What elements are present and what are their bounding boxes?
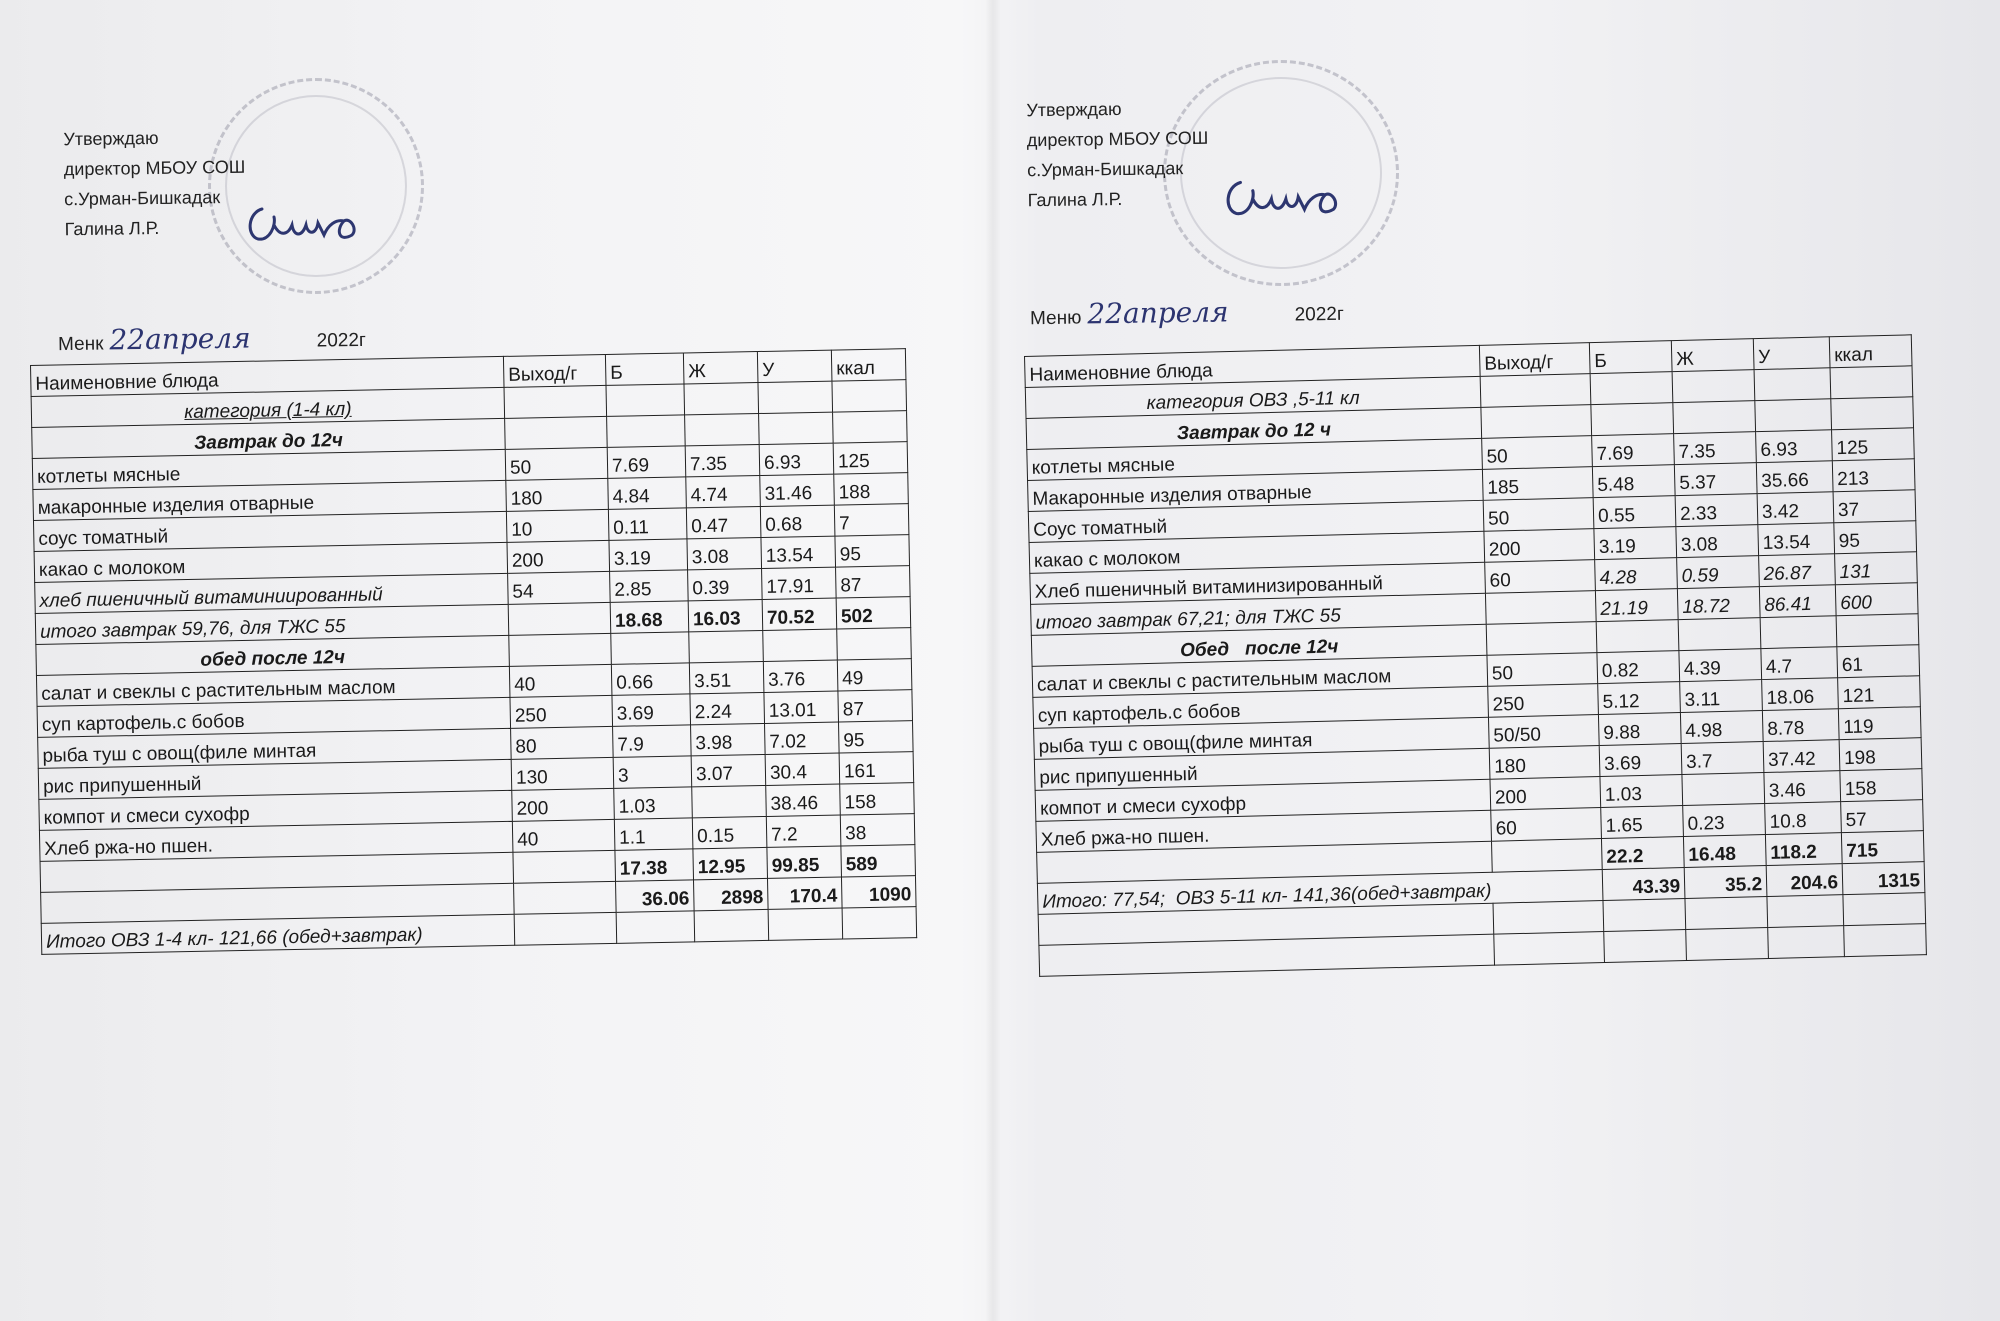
- carbs-cell: 3.76: [763, 660, 838, 692]
- carbs-cell: 3.46: [1764, 771, 1841, 804]
- header-cell: ккал: [831, 349, 906, 381]
- kcal-cell: 119: [1838, 707, 1921, 740]
- kcal-cell: 158: [1840, 769, 1923, 802]
- fat-cell: 4.39: [1679, 649, 1762, 682]
- protein-cell: 1.1: [614, 818, 693, 850]
- dish-name: рыба туш с овощ(филе минтая: [38, 728, 512, 768]
- dish-name: рис припушенный: [1034, 748, 1490, 790]
- weight-cell: 200: [507, 540, 610, 573]
- protein-cell: 0.55: [1593, 496, 1676, 529]
- dish-name: компот и смеси сухофр: [1035, 779, 1491, 821]
- fat-cell: 0.59: [1677, 556, 1760, 589]
- menu-prefix: Менк: [57, 333, 104, 356]
- protein-cell: 5.48: [1592, 465, 1675, 498]
- kcal-cell: 57: [1841, 800, 1924, 833]
- dish-name: какао с молоком: [34, 542, 508, 582]
- approval-line: Утверждаю: [1026, 98, 1122, 121]
- weight-cell: 50/50: [1488, 715, 1599, 749]
- kcal-cell: 87: [836, 566, 911, 598]
- protein-cell: 4.84: [608, 477, 687, 509]
- fat-cell: 0.15: [692, 816, 767, 848]
- carbs-cell: 0.68: [760, 505, 835, 537]
- weight-cell: 200: [512, 788, 615, 821]
- signature: [240, 195, 380, 255]
- carbs-cell: 13.01: [764, 691, 839, 723]
- header-cell: У: [757, 350, 832, 382]
- header-cell: Б: [1589, 341, 1672, 374]
- approval-line: директор МБОУ СОШ: [63, 156, 246, 180]
- weight-cell: 130: [511, 757, 614, 790]
- fat-cell: 3.08: [687, 537, 762, 569]
- protein-cell: 4.28: [1595, 558, 1678, 591]
- carbs-cell: 6.93: [759, 443, 834, 475]
- protein-cell: 0.11: [608, 508, 687, 540]
- kcal-cell: 600: [1835, 583, 1918, 616]
- approval-line: директор МБОУ СОШ: [1026, 127, 1209, 151]
- header-cell: Выход/г: [503, 354, 606, 387]
- header-cell: ккал: [1829, 335, 1912, 368]
- fat-cell: 3.7: [1681, 742, 1764, 775]
- carbs-cell: 8.78: [1762, 709, 1839, 742]
- carbs-cell: 7.2: [766, 815, 841, 847]
- kcal-cell: 49: [837, 659, 912, 691]
- fat-cell: 35.2: [1684, 866, 1767, 899]
- dish-name: суп картофель.с бобов: [37, 697, 511, 737]
- menu-prefix: Меню: [1029, 307, 1082, 330]
- dish-name: макаронные изделия отварные: [33, 480, 507, 520]
- protein-cell: 7.9: [613, 725, 692, 757]
- fat-cell: [692, 785, 767, 817]
- kcal-cell: 95: [835, 535, 910, 567]
- dish-name: салат и свеклы с растительным маслом: [36, 666, 510, 706]
- dish-name: рыба туш с овощ(филе минтая: [1034, 717, 1490, 759]
- fat-cell: [1682, 773, 1765, 806]
- carbs-cell: 37.42: [1763, 740, 1840, 773]
- kcal-cell: 87: [838, 690, 913, 722]
- protein-cell: 5.12: [1598, 682, 1681, 715]
- protein-cell: 3: [613, 756, 692, 788]
- protein-cell: 7.69: [1592, 434, 1675, 467]
- dish-name: Макаронные изделия отварные: [1028, 469, 1484, 511]
- dish-name: суп картофель.с бобов: [1033, 686, 1489, 728]
- carbs-cell: 86.41: [1759, 585, 1836, 618]
- fat-cell: 5.37: [1674, 463, 1757, 496]
- carbs-cell: 204.6: [1766, 864, 1843, 897]
- dish-name: Хлеб ржа-но пшен.: [39, 821, 513, 861]
- menu-date-line: [1030, 294, 1344, 331]
- weight-cell: 200: [1490, 777, 1601, 811]
- header-cell: Ж: [1671, 339, 1754, 372]
- handwritten-date: 22апреля: [1087, 295, 1229, 331]
- kcal-cell: 38: [840, 814, 915, 846]
- fat-cell: 3.98: [691, 723, 766, 755]
- carbs-cell: 10.8: [1765, 802, 1842, 835]
- category-label: категория (1-4 кл): [31, 387, 505, 427]
- kcal-cell: 95: [1834, 521, 1917, 554]
- header-cell: У: [1753, 337, 1830, 370]
- kcal-cell: 1090: [841, 876, 916, 908]
- carbs-cell: 35.66: [1756, 461, 1833, 494]
- protein-cell: 0.66: [611, 663, 690, 695]
- carbs-cell: 13.54: [1758, 523, 1835, 556]
- kcal-cell: 131: [1835, 552, 1918, 585]
- fat-cell: 0.39: [688, 568, 763, 600]
- menu-date-line: [58, 320, 366, 357]
- approval-line: с.Урман-Бишкадак: [64, 187, 221, 210]
- weight-cell: [513, 850, 616, 883]
- protein-cell: 43.39: [1602, 868, 1685, 901]
- weight-cell: 250: [510, 695, 613, 728]
- weight-cell: 180: [506, 478, 609, 511]
- protein-cell: 18.68: [610, 601, 689, 633]
- weight-cell: [1491, 839, 1602, 873]
- carbs-cell: 38.46: [766, 784, 841, 816]
- carbs-cell: 170.4: [767, 877, 842, 909]
- fat-cell: 4.74: [686, 476, 761, 508]
- kcal-cell: 95: [839, 721, 914, 753]
- approval-line: Галина Л.Р.: [1027, 188, 1123, 211]
- menu-table-left: [30, 348, 917, 955]
- category-label: категория ОВЗ ,5-11 кл: [1025, 376, 1481, 418]
- breakfast-heading: Завтрак до 12ч: [32, 418, 506, 458]
- weight-cell: 185: [1482, 467, 1593, 501]
- fat-cell: 0.23: [1683, 804, 1766, 837]
- menu-year: 2022г: [316, 329, 367, 352]
- fat-cell: 7.35: [685, 445, 760, 477]
- footer-total-label: Итого ОВЗ 1-4 кл- 121,66 (обед+завтрак): [41, 914, 515, 954]
- carbs-cell: 26.87: [1759, 554, 1836, 587]
- total-label: Итого: 77,54; ОВЗ 5-11 кл- 141,36(обед+завтрак): [1037, 870, 1603, 915]
- kcal-cell: 198: [1839, 738, 1922, 771]
- kcal-cell: 1315: [1842, 862, 1925, 895]
- fat-cell: 2.24: [690, 692, 765, 724]
- kcal-cell: 188: [834, 473, 909, 505]
- fat-cell: 2.33: [1675, 494, 1758, 527]
- weight-cell: 250: [1488, 684, 1599, 718]
- dish-name: Хлеб пшеничный витаминизированный: [1030, 562, 1486, 604]
- dish-name: Хлеб ржа-но пшен.: [1036, 810, 1492, 852]
- signature: [1215, 168, 1365, 230]
- header-cell: Наименовние блюда: [1025, 345, 1481, 387]
- protein-cell: 3.19: [1594, 527, 1677, 560]
- header-cell: Б: [605, 353, 684, 385]
- dish-name: котлеты мясные: [1027, 438, 1483, 480]
- protein-cell: 36.06: [616, 880, 695, 912]
- kcal-cell: 502: [836, 597, 911, 629]
- protein-cell: 1.03: [1600, 775, 1683, 808]
- protein-cell: 0.82: [1597, 651, 1680, 684]
- fat-cell: 18.72: [1677, 587, 1760, 620]
- weight-cell: 180: [1489, 746, 1600, 780]
- kcal-cell: 589: [841, 845, 916, 877]
- kcal-cell: 213: [1832, 459, 1915, 492]
- fat-cell: 4.98: [1680, 711, 1763, 744]
- fat-cell: 3.51: [689, 661, 764, 693]
- dish-name: соус томатный: [33, 511, 507, 551]
- weight-cell: 40: [512, 819, 615, 852]
- fat-cell: 3.08: [1676, 525, 1759, 558]
- carbs-cell: 17.91: [762, 567, 837, 599]
- weight-cell: 40: [509, 664, 612, 697]
- page-fold: [985, 0, 1001, 1321]
- carbs-cell: 30.4: [765, 753, 840, 785]
- weight-cell: 10: [506, 509, 609, 542]
- kcal-cell: 125: [1832, 428, 1915, 461]
- protein-cell: 9.88: [1598, 713, 1681, 746]
- protein-cell: 1.65: [1601, 806, 1684, 839]
- dish-name: салат и свеклы с растительным маслом: [1032, 655, 1488, 697]
- header-cell: Ж: [683, 352, 758, 384]
- carbs-cell: 13.54: [761, 536, 836, 568]
- handwritten-date: 22апреля: [109, 321, 251, 357]
- approval-block: [1026, 93, 1209, 216]
- dish-name: компот и смеси сухофр: [39, 790, 513, 830]
- protein-cell: 22.2: [1601, 837, 1684, 870]
- carbs-cell: 99.85: [767, 846, 842, 878]
- carbs-cell: 3.42: [1757, 492, 1834, 525]
- weight-cell: 50: [1483, 498, 1594, 532]
- dish-name: хлеб пшеничный витаминиированный: [35, 573, 509, 613]
- weight-cell: 50: [505, 447, 608, 480]
- protein-cell: 17.38: [615, 849, 694, 881]
- kcal-cell: 125: [833, 442, 908, 474]
- carbs-cell: 6.93: [1756, 430, 1833, 463]
- kcal-cell: 715: [1841, 831, 1924, 864]
- protein-cell: 7.69: [607, 446, 686, 478]
- fat-cell: 3.07: [691, 754, 766, 786]
- fat-cell: 2898: [694, 878, 769, 910]
- dish-name: какао с молоком: [1029, 531, 1485, 573]
- kcal-cell: 121: [1838, 676, 1921, 709]
- breakfast-heading: Завтрак до 12 ч: [1026, 407, 1482, 449]
- fat-cell: 16.03: [688, 599, 763, 631]
- fat-cell: 12.95: [693, 847, 768, 879]
- dish-name: рис припушенный: [38, 759, 512, 799]
- protein-cell: 3.19: [609, 539, 688, 571]
- lunch-heading: Обед после 12ч: [1031, 624, 1487, 666]
- carbs-cell: 118.2: [1765, 833, 1842, 866]
- menu-table-right: [1024, 334, 1927, 977]
- weight-cell: [1485, 591, 1596, 625]
- carbs-cell: 7.02: [765, 722, 840, 754]
- weight-cell: 50: [1482, 436, 1593, 470]
- fat-cell: 7.35: [1674, 432, 1757, 465]
- approval-line: с.Урман-Бишкадак: [1027, 158, 1184, 181]
- protein-cell: 1.03: [614, 787, 693, 819]
- kcal-cell: 7: [834, 504, 909, 536]
- dish-name: Соус томатный: [1028, 500, 1484, 542]
- carbs-cell: 31.46: [760, 474, 835, 506]
- weight-cell: [514, 881, 617, 914]
- header-cell: Наименовние блюда: [31, 356, 505, 396]
- header-cell: Выход/г: [1479, 343, 1590, 377]
- kcal-cell: 61: [1837, 645, 1920, 678]
- fat-cell: 3.11: [1680, 680, 1763, 713]
- total-label: итого завтрак 67,21; для ТЖС 55: [1031, 593, 1487, 635]
- carbs-cell: 4.7: [1761, 647, 1838, 680]
- dish-name: котлеты мясные: [32, 449, 506, 489]
- weight-cell: 60: [1485, 560, 1596, 594]
- weight-cell: 50: [1487, 653, 1598, 687]
- kcal-cell: 37: [1833, 490, 1916, 523]
- fat-cell: 0.47: [686, 507, 761, 539]
- lunch-heading: обед после 12ч: [36, 635, 510, 675]
- carbs-cell: 70.52: [762, 598, 837, 630]
- approval-line: Утверждаю: [63, 127, 159, 150]
- protein-cell: 3.69: [612, 694, 691, 726]
- approval-line: Галина Л.Р.: [64, 217, 160, 240]
- weight-cell: 60: [1491, 808, 1602, 842]
- weight-cell: 200: [1484, 529, 1595, 563]
- protein-cell: 3.69: [1599, 744, 1682, 777]
- total-label: итого завтрак 59,76, для ТЖС 55: [35, 604, 509, 644]
- menu-year: 2022г: [1294, 303, 1344, 326]
- weight-cell: [508, 602, 611, 635]
- kcal-cell: 161: [839, 752, 914, 784]
- protein-cell: 2.85: [610, 570, 689, 602]
- kcal-cell: 158: [840, 783, 915, 815]
- fat-cell: 16.48: [1683, 835, 1766, 868]
- approval-block: [63, 122, 246, 245]
- weight-cell: 80: [511, 726, 614, 759]
- protein-cell: 21.19: [1595, 589, 1678, 622]
- weight-cell: 54: [508, 571, 611, 604]
- carbs-cell: 18.06: [1762, 678, 1839, 711]
